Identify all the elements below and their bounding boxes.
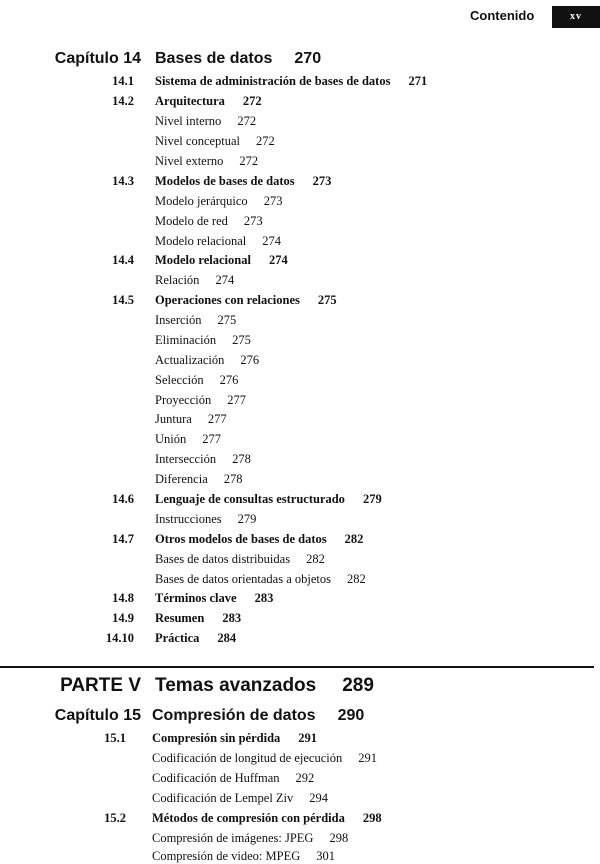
subsection-entry[interactable]: Inserción 275 — [155, 313, 237, 327]
section-title: Compresión sin pérdida 291 — [152, 731, 318, 745]
chapter-label: Capítulo 14 — [54, 50, 141, 67]
section-page: 272 — [242, 94, 262, 108]
subsection-entry[interactable]: Codificación de Lempel Ziv 294 — [152, 791, 329, 805]
subsection-entry[interactable]: Selección 276 — [155, 373, 239, 387]
chapter-title: Compresión de datos 290 — [152, 707, 365, 724]
section-number: 14.5 — [112, 293, 134, 307]
section-title: Lenguaje de consultas estructurado 279 — [155, 492, 382, 506]
header-title: Contenido — [470, 8, 535, 23]
subsection-entry[interactable]: Nivel interno 272 — [155, 114, 257, 128]
subsection-entry[interactable]: Unión 277 — [155, 432, 221, 446]
section-title: Métodos de compresión con pérdida 298 — [152, 811, 382, 825]
subsection-entry[interactable]: Juntura 277 — [155, 412, 227, 426]
subsection-entry[interactable]: Compresión de imágenes: JPEG 298 — [152, 831, 349, 845]
subsection-entry[interactable]: Bases de datos orientadas a objetos 282 — [155, 572, 366, 586]
subsection-entry[interactable]: Eliminación 275 — [155, 333, 251, 347]
section-number: 14.2 — [112, 94, 134, 108]
part-page: 289 — [342, 675, 374, 696]
section-title: Arquitectura 272 — [155, 94, 262, 108]
section-title: Práctica 284 — [155, 631, 237, 645]
section-page: 298 — [362, 811, 382, 825]
section-number: 14.9 — [112, 611, 134, 625]
section-number: 14.1 — [112, 74, 134, 88]
section-number: 15.1 — [104, 731, 126, 745]
subsection-entry[interactable]: Relación 274 — [155, 273, 235, 287]
subsection-entry[interactable]: Intersección 278 — [155, 452, 251, 466]
page-number-tab: xv — [552, 6, 600, 28]
section-number: 15.2 — [104, 811, 126, 825]
section-title: Términos clave 283 — [155, 591, 274, 605]
section-number: 14.10 — [105, 631, 134, 645]
section-page: 273 — [312, 174, 332, 188]
subsection-entry[interactable]: Diferencia 278 — [155, 472, 243, 486]
chapter-page: 270 — [294, 50, 322, 67]
part-title: Temas avanzados 289 — [155, 675, 374, 696]
part-label: PARTE V — [60, 675, 141, 696]
subsection-entry[interactable]: Modelo jerárquico 273 — [155, 194, 283, 208]
subsection-entry[interactable]: Actualización 276 — [155, 353, 260, 367]
section-title: Modelo relacional 274 — [155, 253, 288, 267]
chapter-label: Capítulo 15 — [54, 707, 141, 724]
subsection-entry[interactable]: Bases de datos distribuidas 282 — [155, 552, 325, 566]
section-page: 283 — [222, 611, 242, 625]
subsection-entry[interactable]: Codificación de longitud de ejecución 291 — [152, 751, 377, 765]
section-page: 282 — [344, 532, 364, 546]
section-number: 14.8 — [112, 591, 134, 605]
section-title: Operaciones con relaciones 275 — [155, 293, 337, 307]
subsection-entry[interactable]: Compresión de video: MPEG 301 — [152, 849, 336, 863]
part-divider-rule — [0, 666, 594, 668]
section-page: 284 — [217, 631, 237, 645]
section-number: 14.7 — [112, 532, 134, 546]
section-number: 14.6 — [112, 492, 134, 506]
section-page: 275 — [317, 293, 337, 307]
subsection-entry[interactable]: Nivel externo 272 — [155, 154, 259, 168]
subsection-entry[interactable]: Modelo de red 273 — [155, 214, 263, 228]
chapter-page: 290 — [337, 707, 365, 724]
section-page: 271 — [408, 74, 428, 88]
section-title: Resumen 283 — [155, 611, 242, 625]
section-number: 14.4 — [112, 253, 134, 267]
subsection-entry[interactable]: Proyección 277 — [155, 393, 246, 407]
subsection-entry[interactable]: Instrucciones 279 — [155, 512, 257, 526]
section-title: Otros modelos de bases de datos 282 — [155, 532, 364, 546]
section-page: 274 — [268, 253, 288, 267]
section-page: 279 — [362, 492, 382, 506]
subsection-entry[interactable]: Nivel conceptual 272 — [155, 134, 275, 148]
section-page: 283 — [254, 591, 274, 605]
section-title: Sistema de administración de bases de datos 271 — [155, 74, 428, 88]
subsection-entry[interactable]: Modelo relacional 274 — [155, 234, 282, 248]
section-title: Modelos de bases de datos 273 — [155, 174, 332, 188]
section-number: 14.3 — [112, 174, 134, 188]
chapter-title-text: Bases de datos — [155, 50, 273, 67]
chapter-title — [155, 50, 321, 68]
section-page: 291 — [298, 731, 318, 745]
subsection-entry[interactable]: Codificación de Huffman 292 — [152, 771, 315, 785]
